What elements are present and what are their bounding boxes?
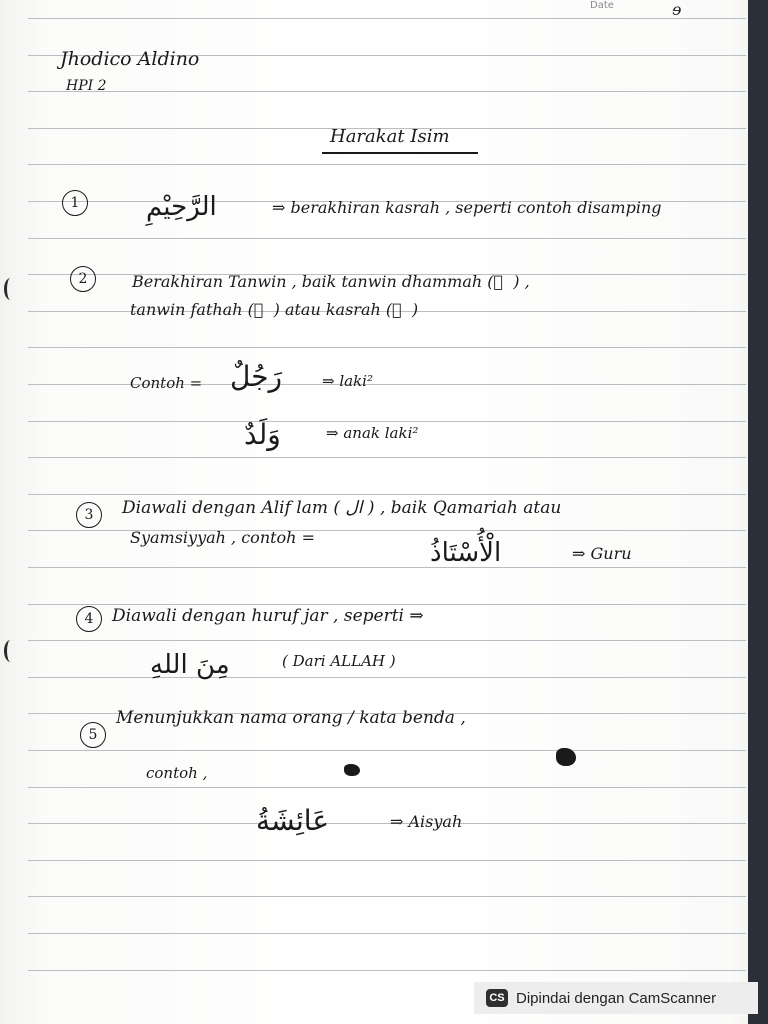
item-5-example-arabic: عَائِشَةُ — [256, 804, 330, 837]
item-3-example-arabic: الْأُسْتَاذُ — [430, 538, 502, 568]
item-5-line1: Menunjukkan nama orang / kata benda , — [116, 708, 466, 728]
item-number-3: 3 — [76, 502, 102, 528]
ruled-line — [28, 823, 746, 824]
ink-blot — [344, 764, 360, 776]
ruled-line — [28, 494, 746, 495]
ruled-line — [28, 91, 746, 92]
ruled-line — [28, 18, 746, 19]
ruled-line — [28, 677, 746, 678]
ruled-line — [28, 238, 746, 239]
item-2-example-1-arabic: رَجُلٌ — [230, 360, 283, 393]
item-3-example-text: ⇒ Guru — [572, 544, 632, 563]
item-number-5: 5 — [80, 722, 106, 748]
binder-hole-mark — [4, 640, 17, 662]
camscanner-watermark — [474, 982, 758, 1014]
ruled-line — [28, 750, 746, 751]
item-1-arabic: الرَّحِيْمِ — [146, 192, 217, 222]
item-2-line2: tanwin fathah ( ً ) atau kasrah ( ٍ ) — [130, 300, 419, 319]
ruled-line — [28, 421, 746, 422]
item-4-example-arabic: مِنَ اللهِ — [150, 650, 230, 680]
page-edge — [748, 0, 768, 1024]
item-3-line1: Diawali dengan Alif lam ( ال ) , baik Qamariah atau — [122, 498, 562, 518]
ruled-line — [28, 896, 746, 897]
title-underline — [322, 152, 478, 154]
ruled-line — [28, 787, 746, 788]
item-number-2: 2 — [70, 266, 96, 292]
ruled-line — [28, 860, 746, 861]
ink-blot — [556, 748, 576, 766]
item-2-example-1-text: ⇒ laki² — [322, 372, 373, 390]
item-2-example-2-text: ⇒ anak laki² — [326, 424, 419, 442]
item-4-line1: Diawali dengan huruf jar , seperti ⇒ — [112, 606, 424, 626]
ruled-line — [28, 347, 746, 348]
item-number-4: 4 — [76, 606, 102, 632]
item-5-example-text: ⇒ Aisyah — [390, 812, 463, 831]
page-title: Harakat Isim — [330, 126, 450, 147]
item-1-text: ⇒ berakhiran kasrah , seperti contoh disamping — [272, 198, 662, 217]
student-class: HPI 2 — [66, 78, 107, 94]
student-name: Jhodico Aldino — [60, 48, 200, 70]
ruled-line — [28, 933, 746, 934]
ruled-line — [28, 457, 746, 458]
item-2-example-2-arabic: وَلَدٌ — [244, 418, 281, 451]
item-5-line2: contoh , — [146, 764, 208, 782]
item-2-line1: Berakhiran Tanwin , baik tanwin dhammah ( ً ) , — [132, 272, 530, 291]
item-3-line2: Syamsiyyah , contoh = — [130, 528, 315, 547]
ruled-line — [28, 970, 746, 971]
camscanner-logo: CS — [486, 989, 508, 1007]
item-4-example-text: ( Dari ALLAH ) — [282, 652, 396, 670]
ruled-line — [28, 604, 746, 605]
ruled-line — [28, 164, 746, 165]
date-mark: ɘ — [672, 0, 682, 19]
item-number-1: 1 — [62, 190, 88, 216]
example-label: Contoh = — [130, 374, 203, 392]
camscanner-text: Dipindai dengan CamScanner — [516, 989, 717, 1007]
binder-hole-mark — [4, 278, 17, 300]
ruled-line — [28, 567, 746, 568]
date-label: Date — [590, 0, 614, 11]
ruled-line — [28, 640, 746, 641]
